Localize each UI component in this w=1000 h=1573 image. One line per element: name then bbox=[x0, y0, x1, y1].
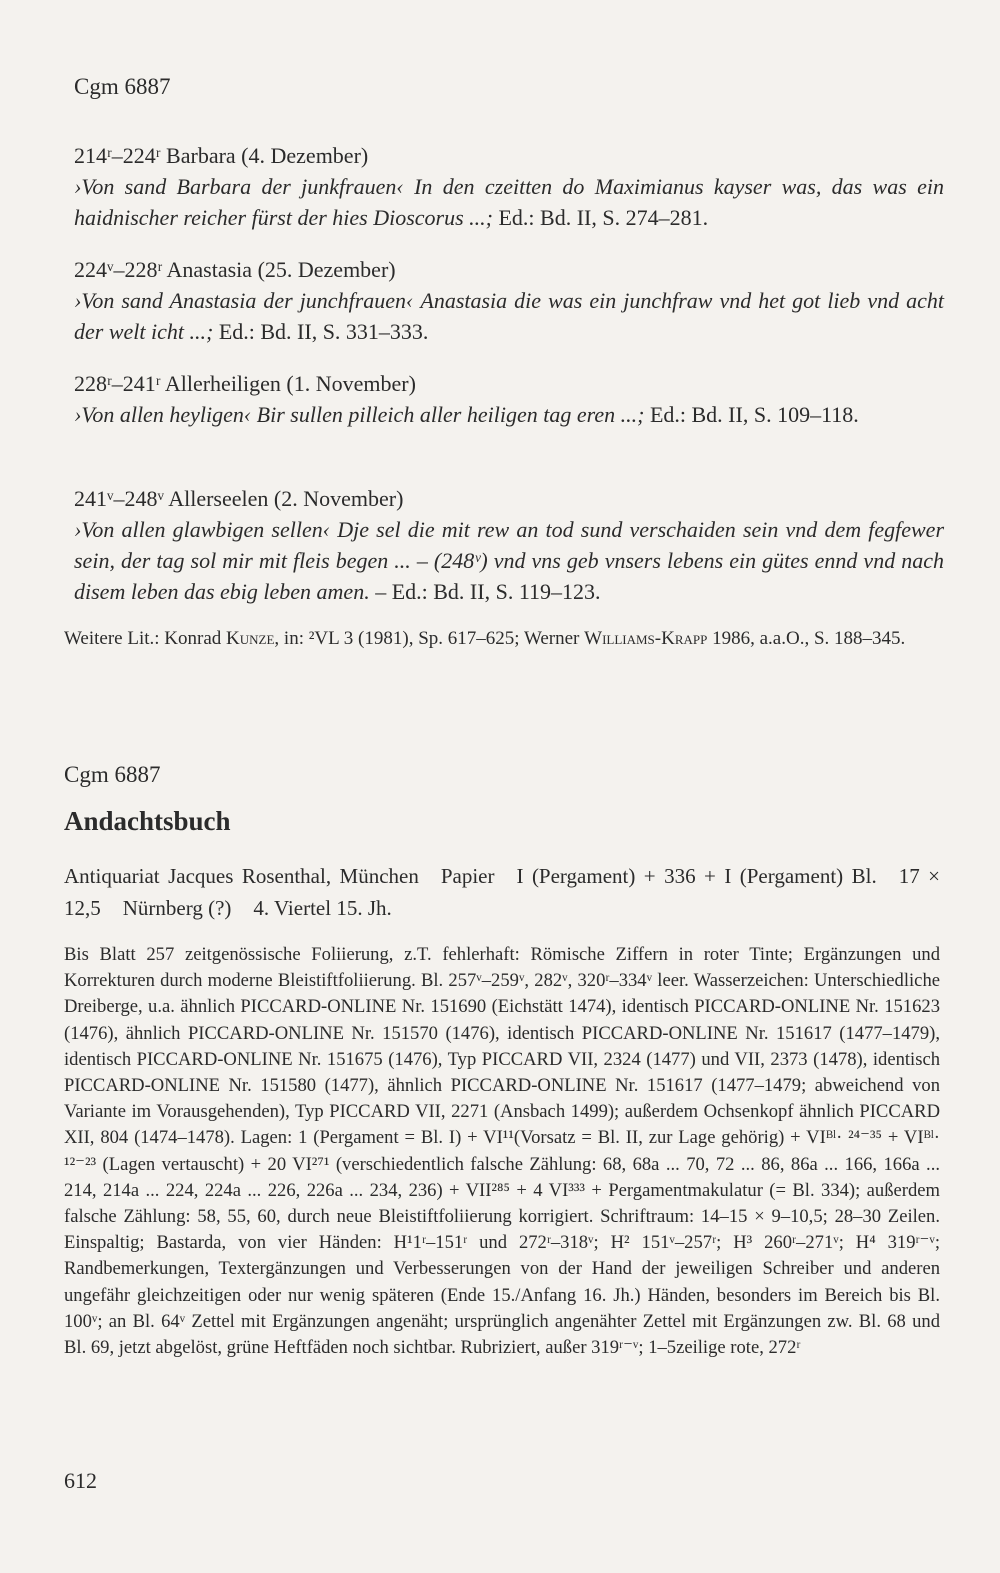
running-header: Cgm 6887 bbox=[74, 74, 171, 99]
literature-tail: 1986, a.a.O., S. 188–345. bbox=[712, 628, 906, 649]
author-name: Kunze bbox=[226, 628, 275, 649]
dating: 4. Viertel 15. Jh. bbox=[253, 896, 392, 920]
incipit-text: Bir sullen pilleich aller heiligen tag eren ...; bbox=[256, 402, 645, 427]
codicological-description: Bis Blatt 257 zeitgenössische Foliierung, z.T. fehlerhaft: Römische Ziffern in roter Tinte; Ergänzungen und Korrekturen durch moderne Bleistiftfoliierung. Bl. 257ᵛ–259ᵛ, 282ᵛ, 320ʳ–334ᵛ leer. Wasserzeichen: Unterschiedliche Dreiberge, u.a. ähnlich PICCARD-ONLINE Nr. 151690 (Eichstätt 1474), identisch PICCARD-ONLINE Nr. 151623 (1476), ähnlich PICCARD-ONLINE Nr. 151570 (1476), identisch PICCARD-ONLINE Nr. 151617 (1477–1479), identisch PICCARD-ONLINE Nr. 151675 (1476), Typ PICCARD VII, 2324 (1477) und VII, 2373 (1478), identisch PICCARD-ONLINE Nr. 151580 (1477), ähnlich PICCARD-ONLINE Nr. 151617 (1477–1479; abweichend von Variante im Vorausgehenden), Typ PICCARD VII, 2271 (Ansbach 1499); außerdem Ochsenkopf ähnlich PICCARD XII, 804 (1474–1478). Lagen: 1 (Pergament = Bl. I) + VI¹¹(Vorsatz = Bl. II, zur Lage gehörig) + VIᴮˡ· ²⁴⁻³⁵ + VIᴮˡ· ¹²⁻²³ (Lagen vertauscht) + 20 VI²⁷¹ (verschiedentlich falsche Zählung: 68, 68a ... 70, 72 ... 86, 86a ... 166, 166a ... 214, 214a ... 224, 224a ... 226, 226a ... 234, 236) + VII²⁸⁵ + 4 VI³³³ + Pergamentmakulatur (= Bl. 334); außerdem falsche Zählung: 58, 55, 60, durch neue Bleistiftfoliierung korrigiert. Schriftraum: 14–15 × 9–10,5; 28–30 Zeilen. Einspaltig; Bastarda, von vier Händen: H¹1ʳ–151ʳ und 272ʳ–318ᵛ; H² 151ᵛ–257ʳ; H³ 260ʳ–271ᵛ; H⁴ 319ʳ⁻ᵛ; Randbemerkungen, Textergänzungen und Verbesserungen von der Hand der jeweiligen Schreiber und anderen ungefähr gleichzeitigen oder nur wenig späteren (Ende 15./Anfang 16. Jh.) Händen, besonders im Bereich bis Bl. 100ᵛ; an Bl. 64ᵛ Zettel mit Ergänzungen angenäht; ursprünglich angenähter Zettel mit Ergänzungen zw. Bl. 68 und Bl. 69, jetzt abgelöst, grüne Heftfäden noch sichtbar. Rubriziert, außer 319ʳ⁻ᵛ; 1–5zeilige rote, 272ʳ bbox=[64, 944, 940, 1359]
entry-heading: 241ᵛ–248ᵛ Allerseelen (2. November) bbox=[74, 486, 404, 511]
entry-heading: 224ᵛ–228ʳ Anastasia (25. Dezember) bbox=[74, 257, 396, 282]
edition-reference: Ed.: Bd. II, S. 331–333. bbox=[218, 319, 429, 344]
extent: I (Pergament) + 336 + I (Pergament) Bl. bbox=[516, 864, 877, 888]
incipit-rubric: ›Von allen glawbigen sellen‹ bbox=[74, 517, 331, 542]
entry-body bbox=[74, 285, 944, 347]
manuscript-title: Andachtsbuch bbox=[64, 806, 231, 836]
incipit-text: Anastasia die was ein junchfraw vnd het got lieb vnd acht der welt icht ...; bbox=[74, 288, 944, 344]
entry-body bbox=[74, 514, 944, 607]
edition-reference: Ed.: Bd. II, S. 109–118. bbox=[649, 402, 859, 427]
provenance: Antiquariat Jacques Rosenthal, München bbox=[64, 864, 419, 888]
page-number: 612 bbox=[64, 1468, 97, 1493]
incipit-rubric: ›Von sand Barbara der junkfrauen‹ bbox=[74, 174, 404, 199]
shelfmark: Cgm 6887 bbox=[64, 762, 161, 787]
edition-reference: Ed.: Bd. II, S. 274–281. bbox=[498, 205, 709, 230]
manuscript-metadata bbox=[64, 860, 940, 924]
entry-body bbox=[74, 171, 944, 233]
place-of-origin: Nürnberg (?) bbox=[122, 896, 232, 920]
entry-body bbox=[74, 399, 944, 430]
edition-reference: Ed.: Bd. II, S. 119–123. bbox=[391, 579, 601, 604]
entry-heading: 214ʳ–224ʳ Barbara (4. Dezember) bbox=[74, 143, 369, 168]
entry-heading: 228ʳ–241ʳ Allerheiligen (1. November) bbox=[74, 371, 416, 396]
incipit-text: In den czeitten do Maximianus kayser was, das was ein haidnischer reicher fürst der hies Dioscorus ...; bbox=[74, 174, 945, 230]
incipit-text: Dje sel die mit rew an tod sund verschaiden sein vnd dem fegfewer sein, der tag sol mir mit fleis begen ... – (248ᵛ) vnd vns geb vnsers lebens ein gütes ennd vnd nach disem leben das ebig leben amen. – bbox=[74, 517, 945, 604]
entry-barbara bbox=[74, 140, 944, 233]
literature-middle: , in: ²VL 3 (1981), Sp. 617–625; Werner bbox=[274, 628, 580, 649]
literature-lead: Weitere Lit.: Konrad bbox=[64, 628, 222, 649]
incipit-rubric: ›Von allen heyligen‹ bbox=[74, 402, 252, 427]
further-literature bbox=[64, 625, 940, 653]
incipit-rubric: ›Von sand Anastasia der junchfrauen‹ bbox=[74, 288, 414, 313]
entry-allerseelen bbox=[74, 483, 944, 607]
dimensions: 17 × 12,5 bbox=[64, 864, 941, 920]
entry-allerheiligen bbox=[74, 368, 944, 430]
author-name: Williams-Krapp bbox=[584, 628, 708, 649]
material: Papier bbox=[440, 864, 495, 888]
entry-anastasia bbox=[74, 254, 944, 347]
